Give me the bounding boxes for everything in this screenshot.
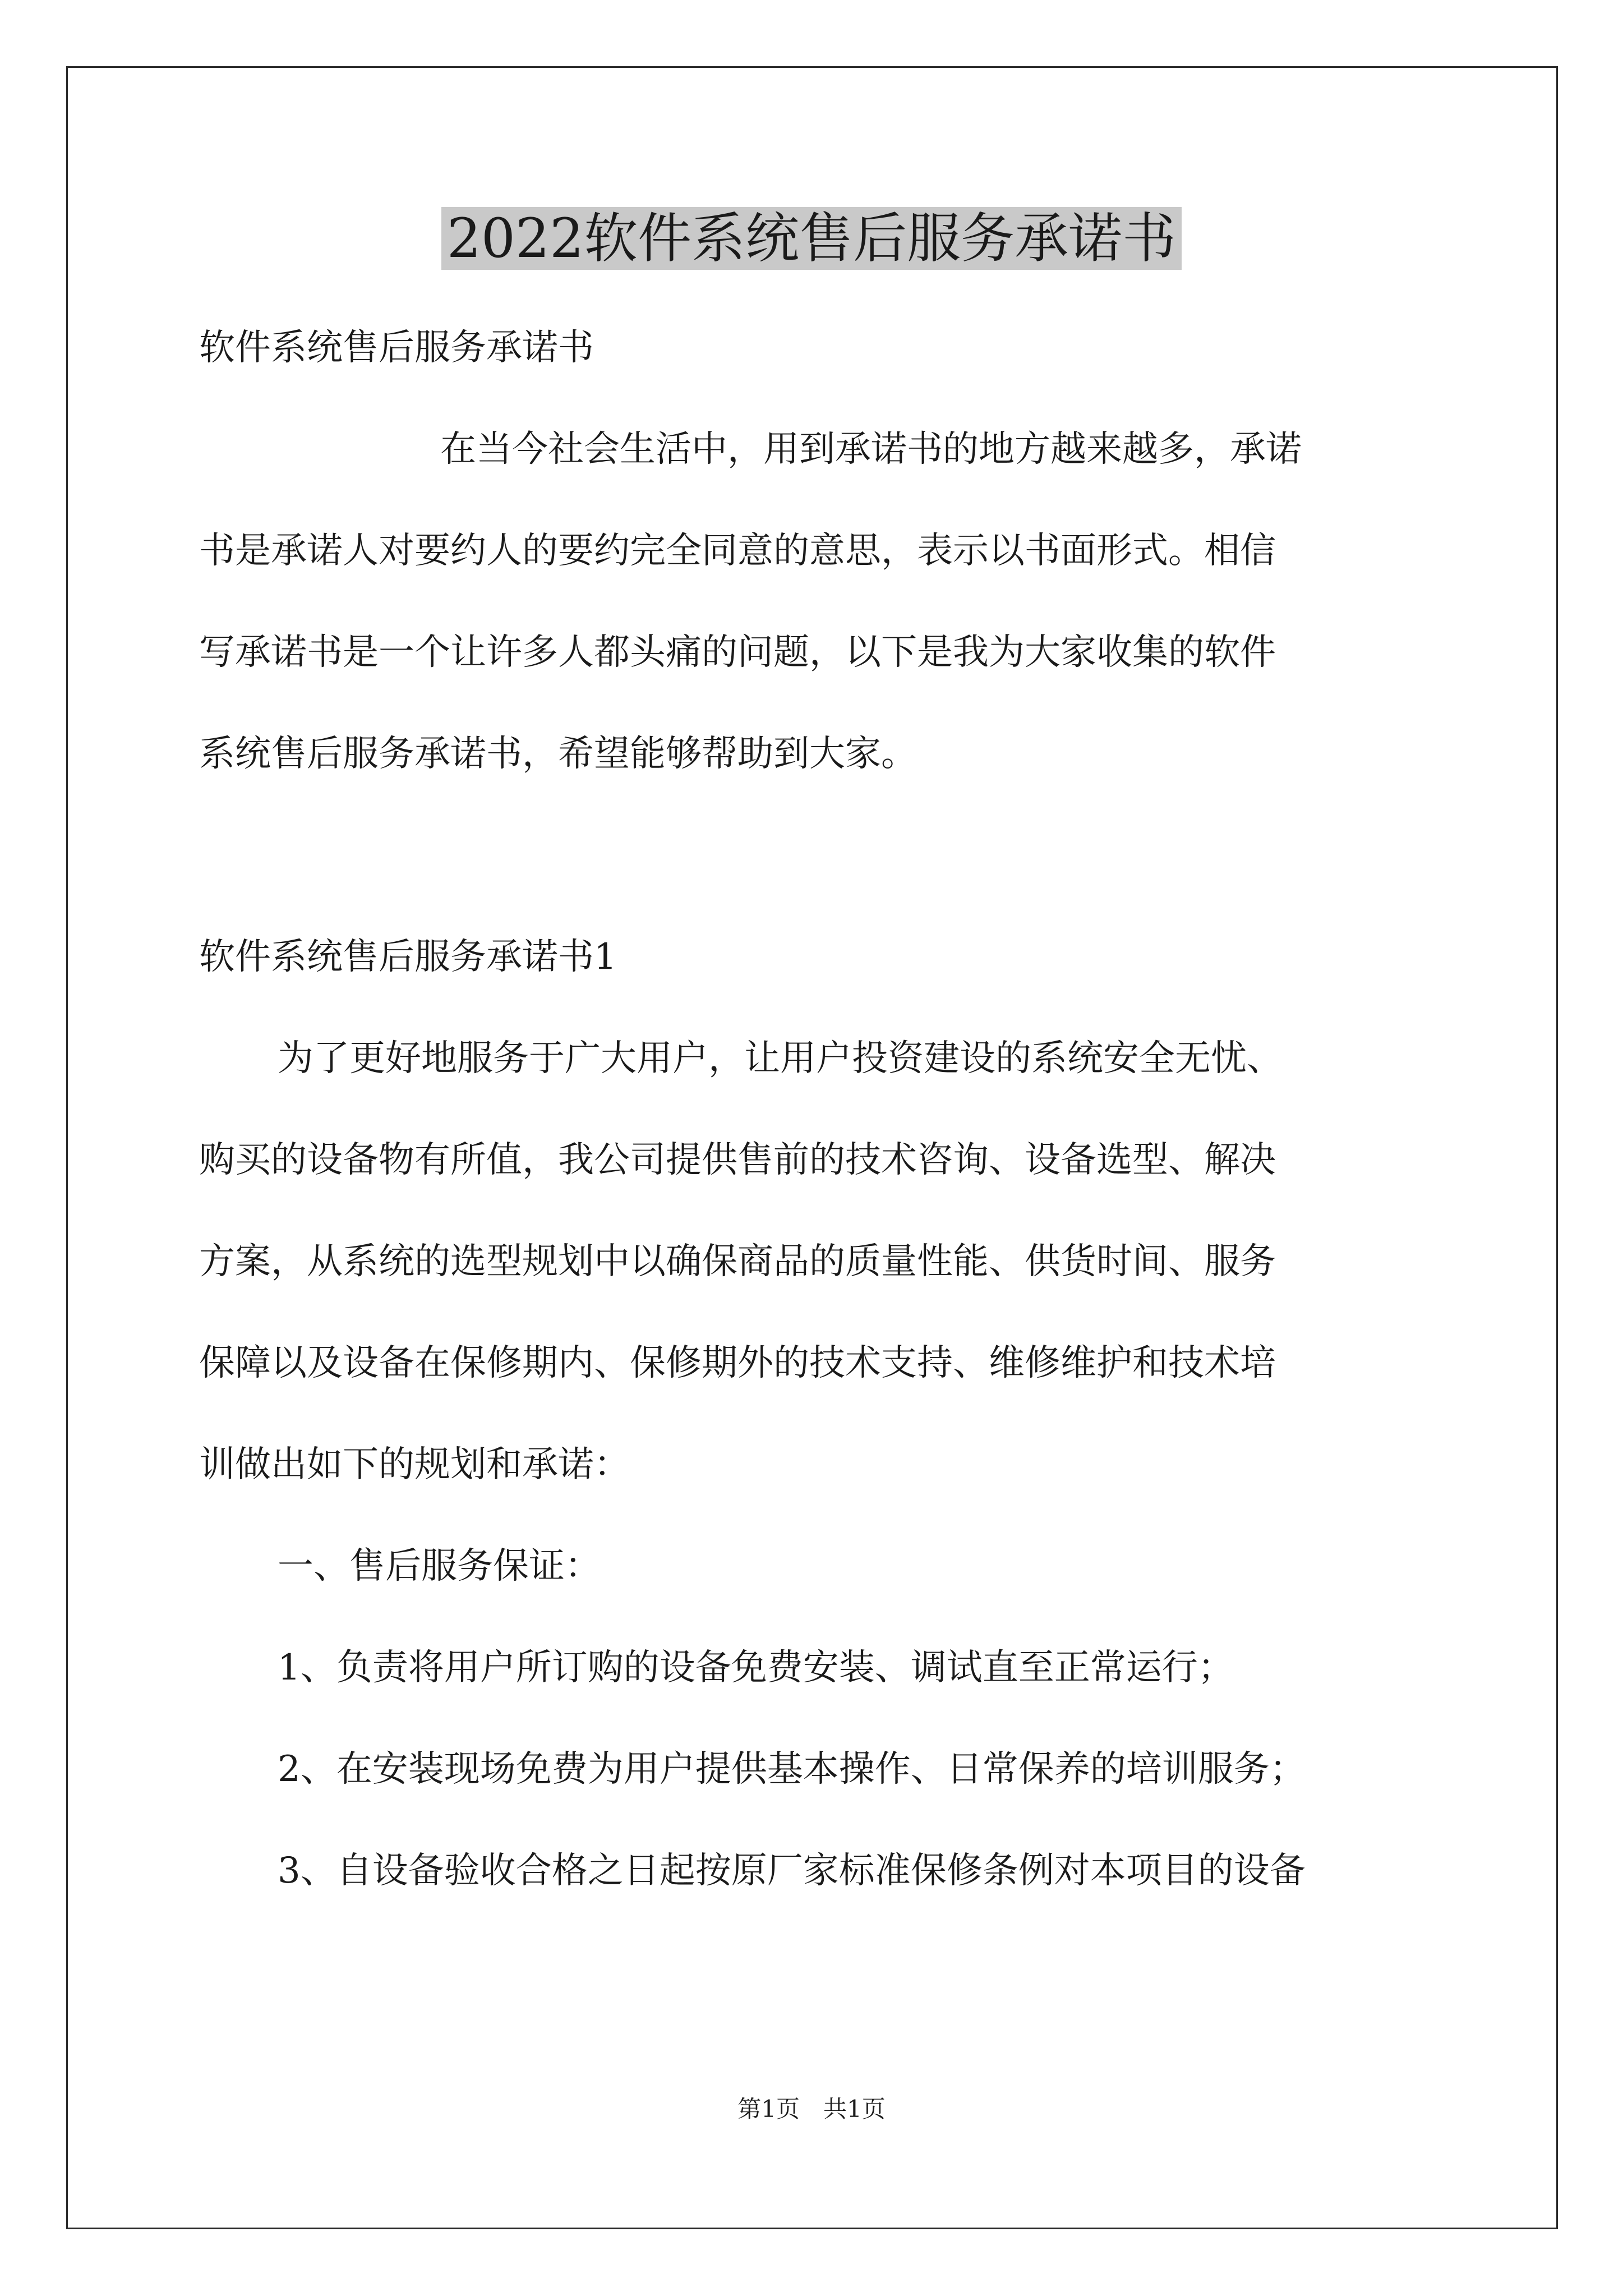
list-item: 3、自设备验收合格之日起按原厂家标准保修条例对本项目的设备 (278, 1850, 1306, 1892)
section-title: 软件系统售后服务承诺书1 (199, 936, 617, 978)
document-body (199, 311, 1430, 1936)
subtitle: 软件系统售后服务承诺书 (199, 327, 594, 369)
intro-line: 在当今社会生活中，用到承诺书的地方越来越多，承诺 (440, 429, 1302, 470)
heading-after-sales: 一、售后服务保证： (278, 1545, 601, 1587)
intro-line: 书是承诺人对要约人的要约完全同意的意思，表示以书面形式。相信 (199, 530, 1276, 572)
section-body-line: 训做出如下的规划和承诺： (199, 1444, 630, 1485)
list-item: 2、在安装现场免费为用户提供基本操作、日常保养的培训服务； (278, 1749, 1306, 1790)
intro-line: 系统售后服务承诺书，希望能够帮助到大家。 (199, 733, 917, 775)
document-title (0, 202, 1623, 275)
section-body-line: 为了更好地服务于广大用户，让用户投资建设的系统安全无忧、 (278, 1038, 1283, 1079)
page-footer: 第1页 共1页 (737, 2095, 886, 2123)
section-body-line: 方案，从系统的选型规划中以确保商品的质量性能、供货时间、服务 (199, 1241, 1276, 1282)
section-body-line: 保障以及设备在保修期内、保修期外的技术支持、维修维护和技术培 (199, 1342, 1276, 1384)
document-title-text: 2022软件系统售后服务承诺书 (441, 207, 1182, 270)
section-body-line: 购买的设备物有所值，我公司提供售前的技术咨询、设备选型、解决 (199, 1139, 1276, 1181)
intro-line: 写承诺书是一个让许多人都头痛的问题，以下是我为大家收集的软件 (199, 632, 1276, 673)
paragraph-gap (199, 819, 1430, 921)
list-item: 1、负责将用户所订购的设备免费安装、调试直至正常运行； (278, 1647, 1234, 1688)
